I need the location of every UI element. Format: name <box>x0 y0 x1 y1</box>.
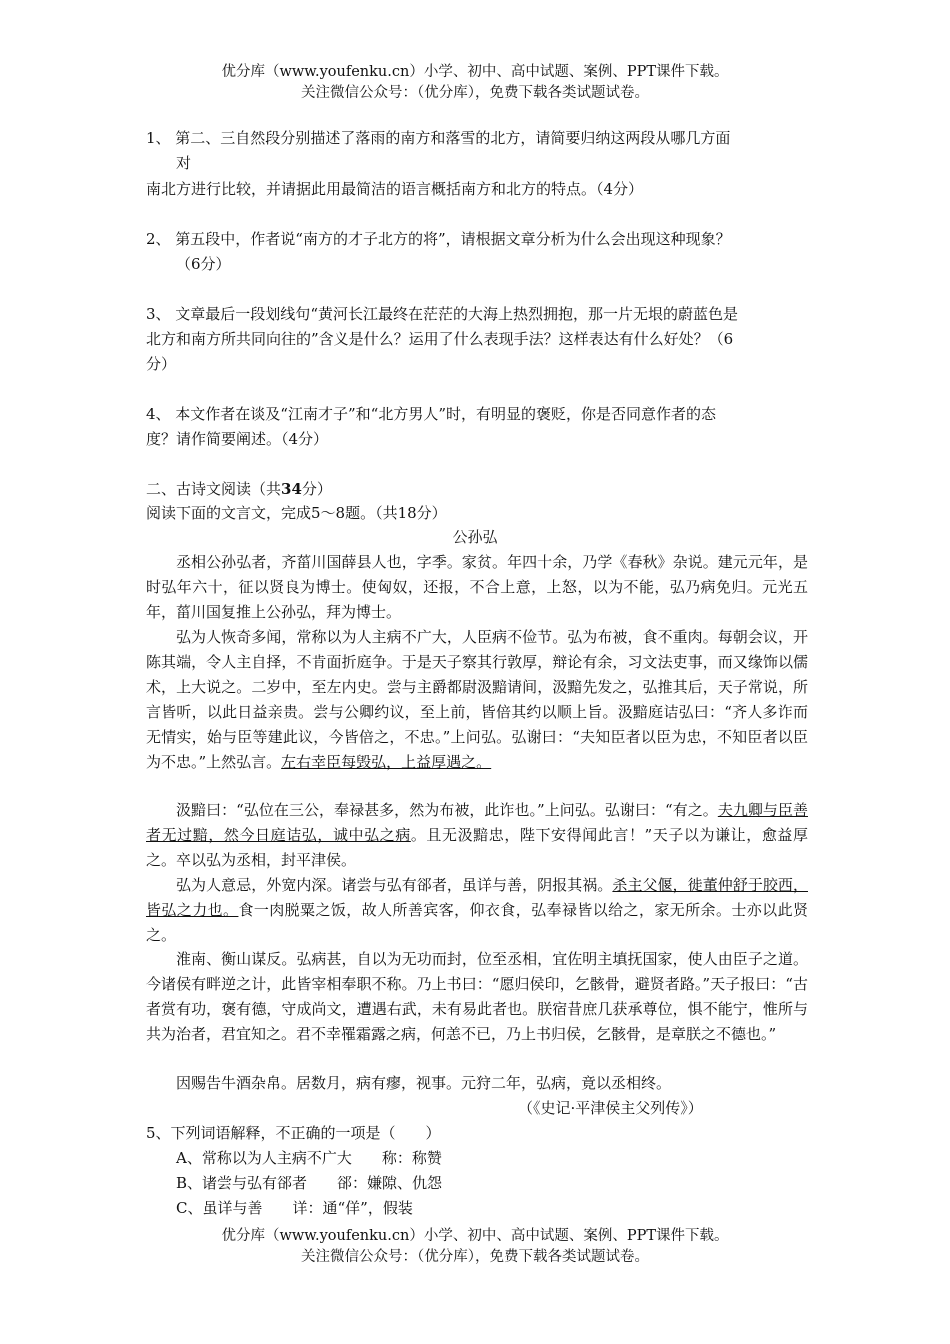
underlined-sentence-1: 左右幸臣每毁弘，上益厚遇之。 <box>281 752 492 771</box>
question-2-line-1: 2、 第五段中，作者说“南方的才子北方的将”，请根据文章分析为什么会出现这种现象？ <box>146 230 731 248</box>
section-2-title <box>146 479 332 499</box>
question-4-line-2: 度？请作简要阐述。（4分） <box>146 430 329 448</box>
question-3-line-1: 3、 文章最后一段划线句“黄河长江最终在茫茫的大海上热烈拥抱，那一片无垠的蔚蓝色是 <box>146 305 738 323</box>
footer-line-2: 关注微信公众号：（优分库），免费下载各类试题试卷。 <box>301 1249 649 1265</box>
passage-paragraph-5: 淮南、衡山谋反。弘病甚，自以为无功而封，位至丞相，宜佐明主填抚国家，使人由臣子之道。今诸侯有畔逆之计，此皆宰相奉职不称。乃上书曰：“愿归侯印，乞骸骨，避贤者路。”天子报曰：“古者赏有功，褒有德，守成尚文，遭遇右武，未有易此者也。朕宿昔庶几获承尊位，惧不能宁，惟所与共为治者，君宜知之。君不幸罹霜露之病，何恙不已，乃上书归侯，乞骸骨，是章朕之不德也。” <box>146 950 808 1043</box>
section-2-instruction: 阅读下面的文言文，完成5～8题。（共18分） <box>146 504 447 522</box>
question-1-line-3: 南北方进行比较，并请据此用最简洁的语言概括南方和北方的特点。（4分） <box>146 180 644 198</box>
question-3-line-3: 分） <box>146 355 177 373</box>
passage-paragraph-3-text-b: 。且无汲黯忠，陛下安得闻此言！”天子以为谦让，愈益厚之。卒以弘为丞相，封平津侯。 <box>146 825 808 869</box>
passage-source: （《史记·平津侯主父列传》） <box>518 1099 703 1117</box>
section-2-title-post: 分） <box>301 480 332 498</box>
passage-paragraph-6: 因赐告牛酒杂帛。居数月，病有瘳，视事。元狩二年，弘病，竟以丞相终。 <box>176 1074 672 1092</box>
question-5-option-a: A、常称以为人主病不广大 称：称赞 <box>176 1149 442 1167</box>
question-4-line-1: 4、 本文作者在谈及“江南才子”和“北方男人”时，有明显的褒贬，你是否同意作者的态 <box>146 405 716 423</box>
passage-paragraph-2 <box>146 625 808 774</box>
question-1-line-1: 1、 第二、三自然段分别描述了落雨的南方和落雪的北方，请简要归纳这两段从哪几方面 <box>146 129 731 147</box>
header-line-2: 关注微信公众号：（优分库），免费下载各类试题试卷。 <box>301 85 649 101</box>
footer-line-1: 优分库（www.youfenku.cn）小学、初中、高中试题、案例、PPT课件下载。 <box>221 1228 729 1244</box>
passage-paragraph-2-text: 弘为人恢奇多闻，常称以为人主病不广大，人臣病不俭节。弘为布被，食不重肉。每朝会议，开陈其端，令人主自择，不肯面折庭争。于是天子察其行敦厚，辩论有余，习文法吏事，而又缘饰以儒术，上大说之。二岁中，至左内史。尝与主爵都尉汲黯请间，汲黯先发之，弘推其后，天子常说，所言皆听，以此日益亲贵。尝与公卿约议，至上前，皆倍其约以顺上旨。汲黯庭诘弘曰：“齐人多诈而无情实，始与臣等建此议，今皆倍之，不忠。”上问弘。弘谢曰：“夫知臣者以臣为忠，不知臣者以臣为不忠。”上然弘言。 <box>146 628 808 771</box>
section-2-title-num: 34 <box>281 480 302 498</box>
page-header <box>0 62 950 104</box>
header-line-1: 优分库（www.youfenku.cn）小学、初中、高中试题、案例、PPT课件下载。 <box>221 64 729 80</box>
underlined-sentence-3: 杀主父偃，徙董仲舒于胶西，皆弘之力也。 <box>146 876 808 919</box>
passage-paragraph-1: 丞相公孙弘者，齐菑川国薛县人也，字季。家贫。年四十余，乃学《春秋》杂说。建元元年，是时弘年六十，征以贤良为博士。使匈奴，还报，不合上意，上怒，以为不能，弘乃病免归。元光五年，菑川国复推上公孙弘，拜为博士。 <box>146 553 808 621</box>
passage-paragraph-3-text-a: 汲黯曰：“弘位在三公，奉禄甚多，然为布被，此诈也。”上问弘。弘谢曰：“有之。 <box>176 801 718 819</box>
page-footer <box>0 1226 950 1268</box>
question-5-option-c: C、虽详与善 详：通“佯”，假装 <box>176 1199 413 1217</box>
passage-paragraph-4-text-b: 食一肉脱粟之饭，故人所善宾客，仰衣食，弘奉禄皆以给之，家无所余。士亦以此贤之。 <box>146 900 808 944</box>
question-2-line-2: （6分） <box>176 255 231 273</box>
question-1-line-2: 对 <box>176 154 192 172</box>
passage-paragraph-4-text-a: 弘为人意忌，外宽内深。诸尝与弘有郤者，虽详与善，阴报其祸。 <box>176 876 613 894</box>
question-5-stem: 5、下列词语解释，不正确的一项是（ ） <box>146 1124 441 1142</box>
underlined-sentence-2: 夫九卿与臣善者无过黯，然今日庭诘弘，诚中弘之病 <box>146 801 808 844</box>
section-2-title-pre: 二、古诗文阅读（共 <box>146 480 282 498</box>
passage-title: 公孙弘 <box>452 528 498 546</box>
question-3-line-2: 北方和南方所共同向往的”含义是什么？运用了什么表现手法？这样表达有什么好处？（6 <box>146 330 734 348</box>
question-5-option-b: B、诸尝与弘有郤者 郤：嫌隙、仇怨 <box>176 1174 443 1192</box>
passage-paragraph-3 <box>146 798 808 873</box>
passage-paragraph-4 <box>146 873 808 948</box>
